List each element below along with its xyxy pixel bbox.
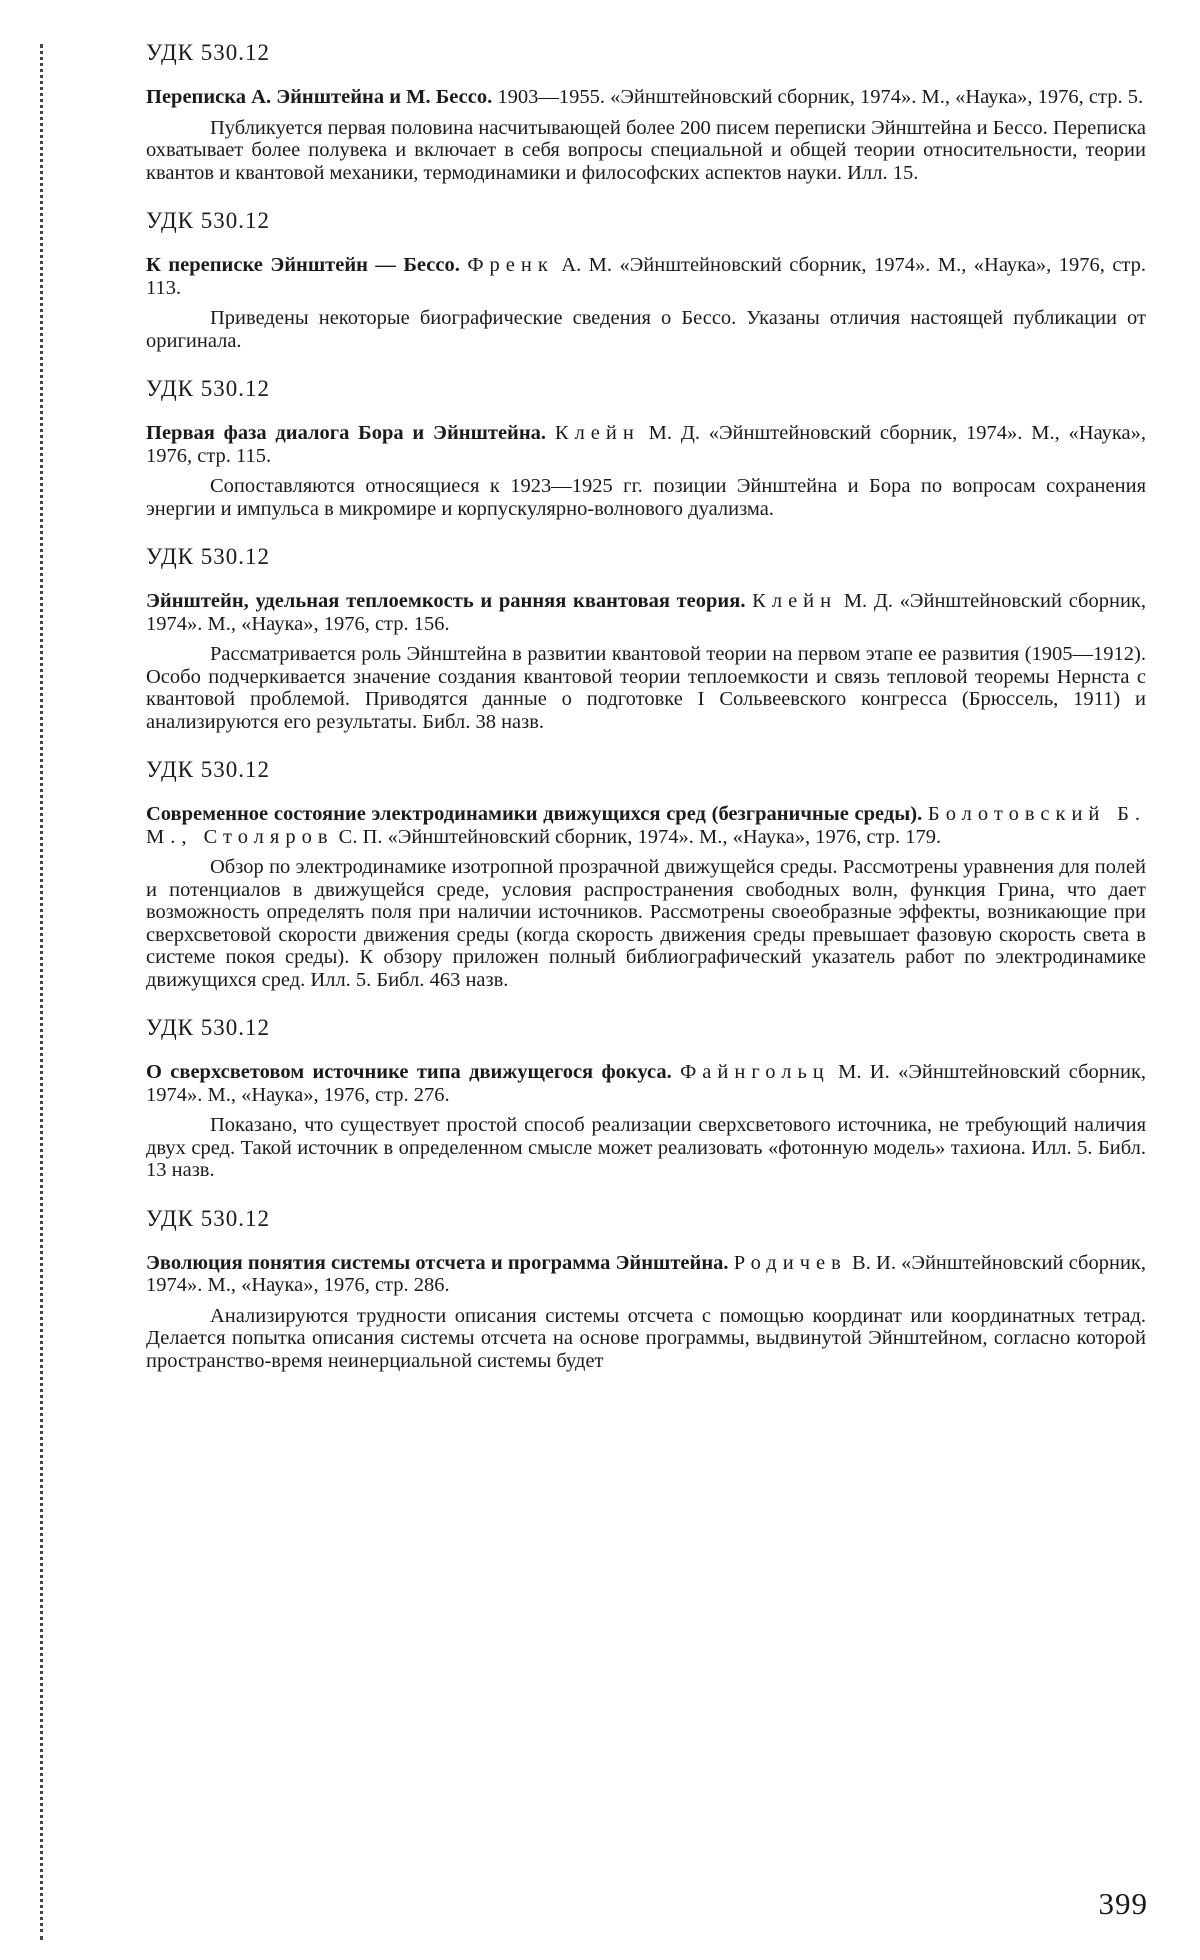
bibliographic-reference [146,803,1146,848]
udc-code: УДК 530.12 [146,1015,270,1040]
entry-source: В. И. «Эйнштейновский сборник, 1974». М., «Наука», 1976, стр. 286. [146,1251,1146,1296]
entry-authors: Родичев [733,1251,847,1274]
udc-code: УДК 530.12 [146,1205,270,1231]
bibliographic-reference [146,254,1146,299]
entry-authors: Френк [467,254,554,276]
entry-source: 1903—1955. «Эйнштейновский сборник, 1974». М., «Наука», 1976, стр. 5. [497,86,1144,108]
bibliographic-reference [146,590,1146,635]
entry-abstract: Рассматривается роль Эйнштейна в развитии квантовой теории на первом этапе ее развития (1905—1912). Особо подчеркивается значение создания квантовой теории теплоемкости и связь тепловой теоремы Нернста с квантовой проблемой. Приводятся данные о подготовке I Сольвеевского конгресса (Брюссель, 1911) и анализируются его результаты. Библ. 38 назв. [146,643,1146,733]
entry-title: К переписке Эйнштейн — Бессо. [146,254,460,276]
entry-title: Современное состояние электродинамики движущихся сред (безграничные среды). [146,803,923,825]
entry-abstract: Публикуется первая половина насчитывающей более 200 писем переписки Эйнштейна и Бессо. Переписка охватывает более полувека и включает в себя вопросы специальной и общей теории относительности, теории квантов и квантовой механики, термодинамики и философских аспектов науки. Илл. 15. [146,116,1146,184]
abstracts-page [146,38,1146,1394]
entry-source: С. П. «Эйнштейновский сборник, 1974». М., «Наука», 1976, стр. 179. [338,825,942,848]
entry-title: Эволюция понятия системы отсчета и программа Эйнштейна. [146,1251,729,1274]
entry-source: М. Д. «Эйнштейновский сборник, 1974». М., «Наука», 1976, стр. 115. [146,422,1147,467]
entry-abstract: Приведены некоторые биографические сведения о Бессо. Указаны отличия настоящей публикации от оригинала. [146,307,1146,352]
entry-source: А. М. «Эйнштейновский сборник, 1974». М., «Наука», 1976, стр. 113. [146,254,1147,299]
entry-abstract: Обзор по электродинамике изотропной прозрачной движущейся среды. Рассмотрены уравнения для полей и потенциалов в движущейся среде, условия распространения свободных волн, функция Грина, что дает возможность определять поля при наличии источников. Рассмотрены своеобразные эффекты, возникающие при сверхсветовой скорости движения среды (когда скорость движения среды превышает фазовую скорость света в системе покоя среды). К обзору приложен полный библиографический указатель работ по электродинамике движущихся сред. Илл. 5. Библ. 463 назв. [146,856,1146,991]
entry-abstract: Сопоставляются относящиеся к 1923—1925 гг. позиции Эйнштейна и Бора по вопросам сохранения энергии и импульса в микромире и корпускулярно-волнового дуализма. [146,475,1146,520]
entry-source: М. И. «Эйнштейновский сборник, 1974». М., «Наука», 1976, стр. 276. [146,1061,1147,1106]
entry-authors: Болотовский Б. М., Столяров [146,803,1146,848]
dotted-cut-line [40,44,43,1940]
entry-source: М. Д. «Эйнштейновский сборник, 1974». М., «Наука», 1976, стр. 156. [146,590,1147,635]
entry-authors: Клейн [752,590,838,612]
entry-title: О сверхсветовом источнике типа движущегося фокуса. [146,1061,672,1083]
entry-title: Первая фаза диалога Бора и Эйнштейна. [146,422,547,444]
bibliographic-reference [146,1061,1146,1106]
udc-code: УДК 530.12 [146,376,270,401]
abstract-entry [146,755,1146,991]
abstract-entry [146,206,1146,352]
entry-title: Эйнштейн, удельная теплоемкость и ранняя квантовая теория. [146,590,746,612]
abstract-entry [146,1204,1146,1373]
page-number: 399 [1098,1886,1148,1921]
udc-code: УДК 530.12 [146,544,270,569]
entry-title: Переписка А. Эйнштейна и М. Бессо. [146,86,493,108]
entry-authors: Файнгольц [680,1061,830,1083]
bibliographic-reference [146,1252,1146,1297]
abstract-entry [146,542,1146,733]
bibliographic-reference [146,422,1146,467]
abstract-entry [146,38,1146,184]
udc-code: УДК 530.12 [146,757,270,782]
udc-code: УДК 530.12 [146,208,270,233]
entry-abstract: Анализируются трудности описания системы отсчета с помощью координат или координатных тетрад. Делается попытка описания системы отсчета на основе программы, выдвинутой Эйнштейном, согласно которой пространство-время неинерциальной системы будет [146,1304,1146,1372]
abstract-entry [146,1013,1146,1182]
entry-authors: Клейн [554,422,640,444]
abstract-entry [146,374,1146,520]
entry-abstract: Показано, что существует простой способ реализации сверхсветового источника, не требующий наличия двух сред. Такой источник в определенном смысле может реализовать «фотонную модель» тахиона. Илл. 5. Библ. 13 назв. [146,1114,1146,1181]
udc-code: УДК 530.12 [146,40,270,65]
bibliographic-reference [146,86,1146,109]
